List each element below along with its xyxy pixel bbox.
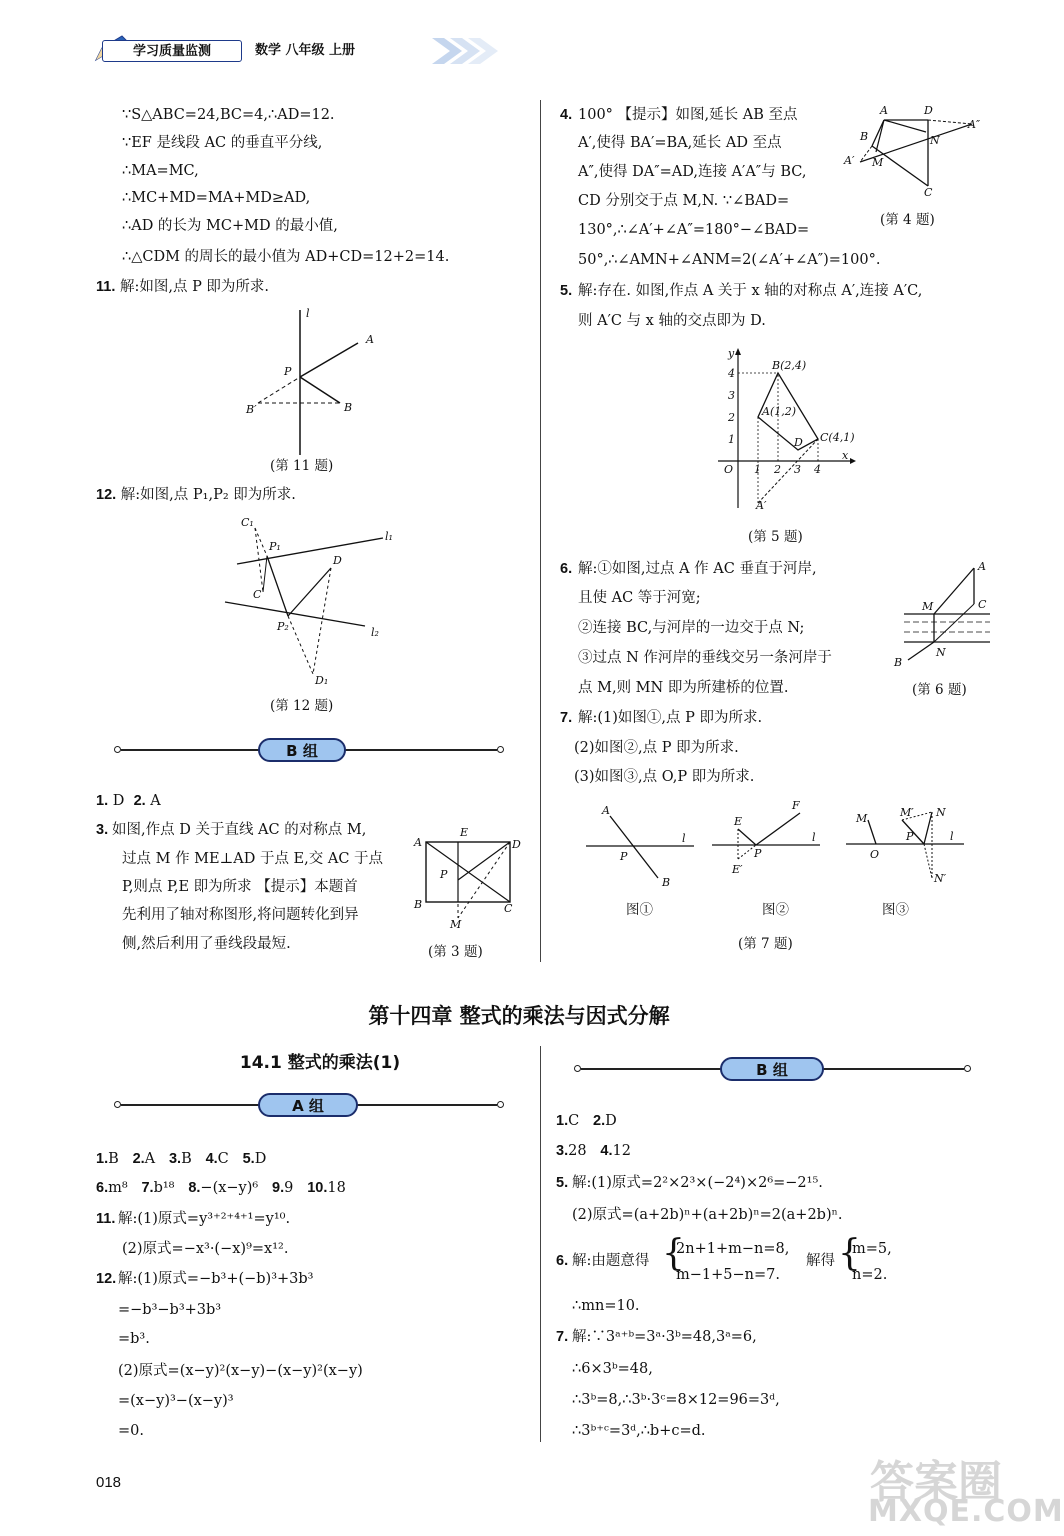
answer: b¹⁸ [153,1180,175,1196]
figure-7-2 [708,795,828,890]
equation: m=5, [852,1241,892,1257]
answer: B [181,1151,192,1167]
svg-text:l₁: l₁ [385,530,393,543]
group-b-label: B 组 [258,738,346,762]
svg-text:l: l [306,307,310,320]
text-line: ∴mn=10. [572,1298,640,1314]
text-line: 解:由题意得 [572,1253,650,1269]
svg-text:A: A [978,560,986,573]
answers-row [96,1148,266,1170]
question-number: 4. [560,107,573,123]
svg-text:M: M [872,156,884,169]
svg-text:l₂: l₂ [371,626,379,639]
svg-text:A: A [414,836,422,849]
svg-text:D: D [333,554,342,567]
text-line: ∴△CDM 的周长的最小值为 AD+CD=12+2=14. [122,249,450,265]
point-label-A-prime: A′ [756,499,767,512]
answer: m⁸ [108,1180,128,1196]
question-number: 1. [96,1151,109,1167]
svg-text:D: D [512,838,521,851]
text-line: ∴AD 的长为 MC+MD 的最小值, [122,218,338,234]
answer: D [112,793,125,809]
svg-text:B: B [344,401,353,414]
figure-caption: (第 12 题) [270,698,334,714]
text-line: 100° 【提示】如图,延长 AB 至点 [578,107,798,123]
text-line: ∴3ᵇ⁺ᶜ=3ᵈ,∴b+c=d. [572,1423,706,1439]
header-arrows-icon [430,36,502,66]
svg-text:C: C [253,588,262,601]
question-text: 解:如图,点 P₁,P₂ 即为所求. [120,487,296,503]
divider-dot [964,1065,971,1072]
text-line: 解:∵3ᵃ⁺ᵇ=3ᵃ·3ᵇ=48,3ᵃ=6, [572,1329,757,1345]
text-line: (2)原式=(a+2b)ⁿ+(a+2b)ⁿ=2(a+2b)ⁿ. [572,1207,843,1223]
svg-text:l: l [812,831,816,844]
svg-text:B: B [860,130,869,143]
point-label-C: C(4,1) [820,431,855,444]
svg-text:y: y [728,347,735,360]
text-line: ②连接 BC,与河岸的一边交于点 N; [578,620,805,636]
text-line: 则 A′C 与 x 轴的交点即为 D. [578,313,766,329]
question-number: 1. [96,793,109,809]
question-number: 9. [272,1180,285,1196]
question-number: 7. [141,1180,154,1196]
text-line: =b³. [118,1331,150,1347]
svg-text:P: P [754,847,762,860]
text-line: ∴3ᵇ=8,∴3ᵇ·3ᶜ=8×12=96=3ᵈ, [572,1392,780,1408]
answers-row [96,790,161,812]
question-number: 11. [96,1211,116,1227]
figure-caption: (第 11 题) [270,458,334,474]
question-number: 4. [600,1143,613,1159]
text-line: (2)原式=−x³·(−x)⁹=x¹². [122,1241,289,1257]
answer: A [150,793,161,809]
divider-dot [497,1101,504,1108]
figure-11 [230,305,390,460]
text-line: 130°,∴∠A′+∠A″=180°−∠BAD= [578,222,810,238]
header-subject: 数学 八年级 上册 [255,43,356,58]
answer: A [144,1151,156,1167]
text-line: ∴6×3ᵇ=48, [572,1361,653,1377]
question-11 [96,276,269,298]
svg-text:E′: E′ [732,863,743,876]
point-label-A: A(1,2) [762,405,797,418]
svg-text:C: C [504,902,513,915]
svg-text:C: C [978,598,987,611]
svg-text:O: O [724,463,734,476]
question-number: 6. [560,561,573,577]
svg-text:E: E [460,826,469,839]
text-line: 解:(1)原式=−b³+(−b)³+3b³ [118,1271,314,1287]
figure-6 [890,556,1000,676]
question-number: 7. [560,710,573,726]
answers-row [556,1140,631,1162]
figure-label: 图② [762,902,789,918]
figure-7-1 [582,798,702,893]
x-tick: 1 [754,463,761,476]
text-line: (2)如图②,点 P 即为所求. [574,740,739,756]
svg-text:A″: A″ [968,118,981,131]
left-brace: { [662,1233,685,1274]
page-number: 018 [96,1474,122,1491]
group-a-label: A 组 [258,1093,358,1117]
x-tick: 2 [774,463,781,476]
text-line: 先利用了轴对称图形,将问题转化到异 [122,907,359,923]
svg-text:N′: N′ [934,872,947,885]
svg-text:F: F [792,799,800,812]
column-divider [540,1046,541,1442]
question-number: 2. [593,1113,606,1129]
question-number: 2. [132,1151,145,1167]
text-line: 侧,然后利用了垂线段最短. [122,936,291,952]
text-line: ∴MC+MD=MA+MD≥AD, [122,190,311,206]
y-tick: 4 [728,367,735,380]
answers-row [96,1177,346,1199]
question-number: 12. [96,1271,117,1287]
svg-text:O: O [870,848,880,861]
svg-text:l: l [950,830,954,843]
text-line: CD 分别交于点 M,N. ∵∠BAD= [578,193,790,209]
question-number: 2. [133,793,146,809]
svg-text:l: l [682,832,686,845]
question-number: 3. [556,1143,569,1159]
y-tick: 3 [728,389,735,402]
text-line: 解:存在. 如图,作点 A 关于 x 轴的对称点 A′,连接 A′C, [578,283,923,299]
svg-text:A: A [602,804,610,817]
x-tick: 4 [814,463,821,476]
figure-4 [840,100,990,200]
answer: B [108,1151,119,1167]
question-number: 10. [307,1180,328,1196]
text-line: (2)原式=(x−y)²(x−y)−(x−y)²(x−y) [118,1363,363,1379]
figure-caption: (第 5 题) [748,529,803,545]
y-tick: 2 [728,411,735,424]
svg-text:P: P [620,850,628,863]
svg-text:E: E [734,815,743,828]
figure-12 [215,512,405,692]
equation: m−1+5−n=7. [676,1267,780,1283]
svg-text:A: A [366,333,374,346]
svg-text:D: D [924,104,933,117]
question-number: 1. [556,1113,569,1129]
svg-text:x: x [842,449,849,462]
figure-caption: (第 4 题) [880,212,935,228]
text-line: =−b³−b³+3b³ [118,1302,222,1318]
svg-text:N: N [930,134,940,147]
text-line: ③过点 N 作河岸的垂线交另一条河岸于 [578,650,832,666]
answer: 18 [327,1180,346,1196]
answer: D [605,1113,617,1129]
section-title: 14.1 整式的乘法(1) [239,1053,401,1073]
answer: 28 [568,1143,587,1159]
text-line: (3)如图③,点 O,P 即为所求. [574,769,755,785]
question-number: 5. [242,1151,255,1167]
text-line: 解:(1)原式=y³⁺²⁺⁴⁺¹=y¹⁰. [118,1211,291,1227]
answer: C [568,1113,580,1129]
svg-text:C: C [924,186,933,199]
question-text: 解:如图,点 P 即为所求. [119,279,270,295]
figure-label: 图③ [882,902,909,918]
text-line: ∴MA=MC, [122,163,199,179]
question-number: 3. [96,822,109,838]
question-number: 12. [96,487,117,503]
text-line: 解:①如图,过点 A 作 AC 垂直于河岸, [578,561,817,577]
figure-7-3 [842,798,972,893]
column-divider [540,100,541,962]
svg-text:B′: B′ [246,403,257,416]
y-tick: 1 [728,433,735,446]
text-line: A″,使得 DA″=AD,连接 A′A″与 BC, [578,164,807,180]
question-number: 6. [96,1180,109,1196]
svg-text:P: P [440,868,448,881]
figure-caption: (第 3 题) [428,944,483,960]
question-number: 5. [556,1175,569,1191]
question-number: 8. [188,1180,201,1196]
divider-dot [497,746,504,753]
divider-dot [114,746,121,753]
svg-text:B: B [894,656,903,669]
text-line: ∵EF 是线段 AC 的垂直平分线, [122,135,323,151]
equation: n=2. [852,1267,888,1283]
text-line: 解:(1)原式=2²×2³×(−2⁴)×2⁶=−2¹⁵. [572,1175,823,1191]
answer: C [217,1151,229,1167]
group-b-label: B 组 [720,1057,824,1081]
figure-caption: (第 7 题) [738,936,793,952]
watermark: 答案圈 [870,1457,1002,1508]
svg-text:D₁: D₁ [315,674,329,687]
svg-text:A: A [880,104,888,117]
text-line: 且使 AC 等于河宽; [578,590,701,606]
svg-text:M: M [922,600,934,613]
watermark-url: MXQE.COM [868,1494,1064,1529]
svg-text:N: N [936,806,946,819]
svg-text:M: M [856,812,868,825]
figure-caption: (第 6 题) [912,682,967,698]
svg-text:N: N [936,646,946,659]
left-brace: { [838,1233,861,1274]
text-line: =0. [118,1423,144,1439]
divider-dot [574,1065,581,1072]
svg-text:P: P [906,830,914,843]
svg-text:B: B [662,876,671,889]
question-number: 3. [168,1151,182,1167]
svg-text:P₁: P₁ [269,540,281,553]
answer: −(x−y)⁶ [200,1180,259,1196]
svg-text:P: P [284,365,292,378]
text-line: 50°,∴∠AMN+∠ANM=2(∠A′+∠A″)=100°. [578,252,881,268]
svg-text:C₁: C₁ [241,516,254,529]
question-number: 6. [556,1253,569,1269]
text-line: 解:(1)如图①,点 P 即为所求. [578,710,763,726]
question-number: 5. [560,283,573,299]
chapter-title: 第十四章 整式的乘法与因式分解 [368,1004,670,1028]
svg-text:M′: M′ [900,806,914,819]
question-number: 7. [556,1329,569,1345]
text-line: =(x−y)³−(x−y)³ [118,1393,234,1409]
text-line: P,则点 P,E 即为所求 【提示】本题首 [122,879,358,895]
figure-3 [408,818,528,938]
text-line: 如图,作点 D 关于直线 AC 的对称点 M, [112,822,367,838]
point-label-D: D [794,436,803,449]
answers-row [556,1110,617,1132]
equation: 2n+1+m−n=8, [676,1241,790,1257]
text-line: 解得 [806,1253,835,1269]
divider-dot [114,1101,121,1108]
answer: D [254,1151,267,1167]
text-line: A′,使得 BA′=BA,延长 AD 至点 [578,135,782,151]
question-number: 11. [96,279,116,295]
figure-5-coordinate-plot [708,343,858,513]
question-12 [96,484,296,506]
answer: 12 [612,1143,631,1159]
point-label-B: B(2,4) [772,359,807,372]
svg-text:M: M [450,918,462,931]
svg-text:A′: A′ [844,154,855,167]
text-line: ∵S△ABC=24,BC=4,∴AD=12. [122,107,335,123]
answer: 9 [284,1180,294,1196]
svg-text:P₂: P₂ [277,620,289,633]
svg-text:B: B [414,898,423,911]
x-tick: 3 [794,463,801,476]
text-line: 过点 M 作 ME⊥AD 于点 E,交 AC 于点 [122,851,384,867]
header-badge: 学习质量监测 [102,40,242,62]
question-number: 4. [205,1151,218,1167]
figure-label: 图① [626,902,653,918]
text-line: 点 M,则 MN 即为所建桥的位置. [578,680,789,696]
